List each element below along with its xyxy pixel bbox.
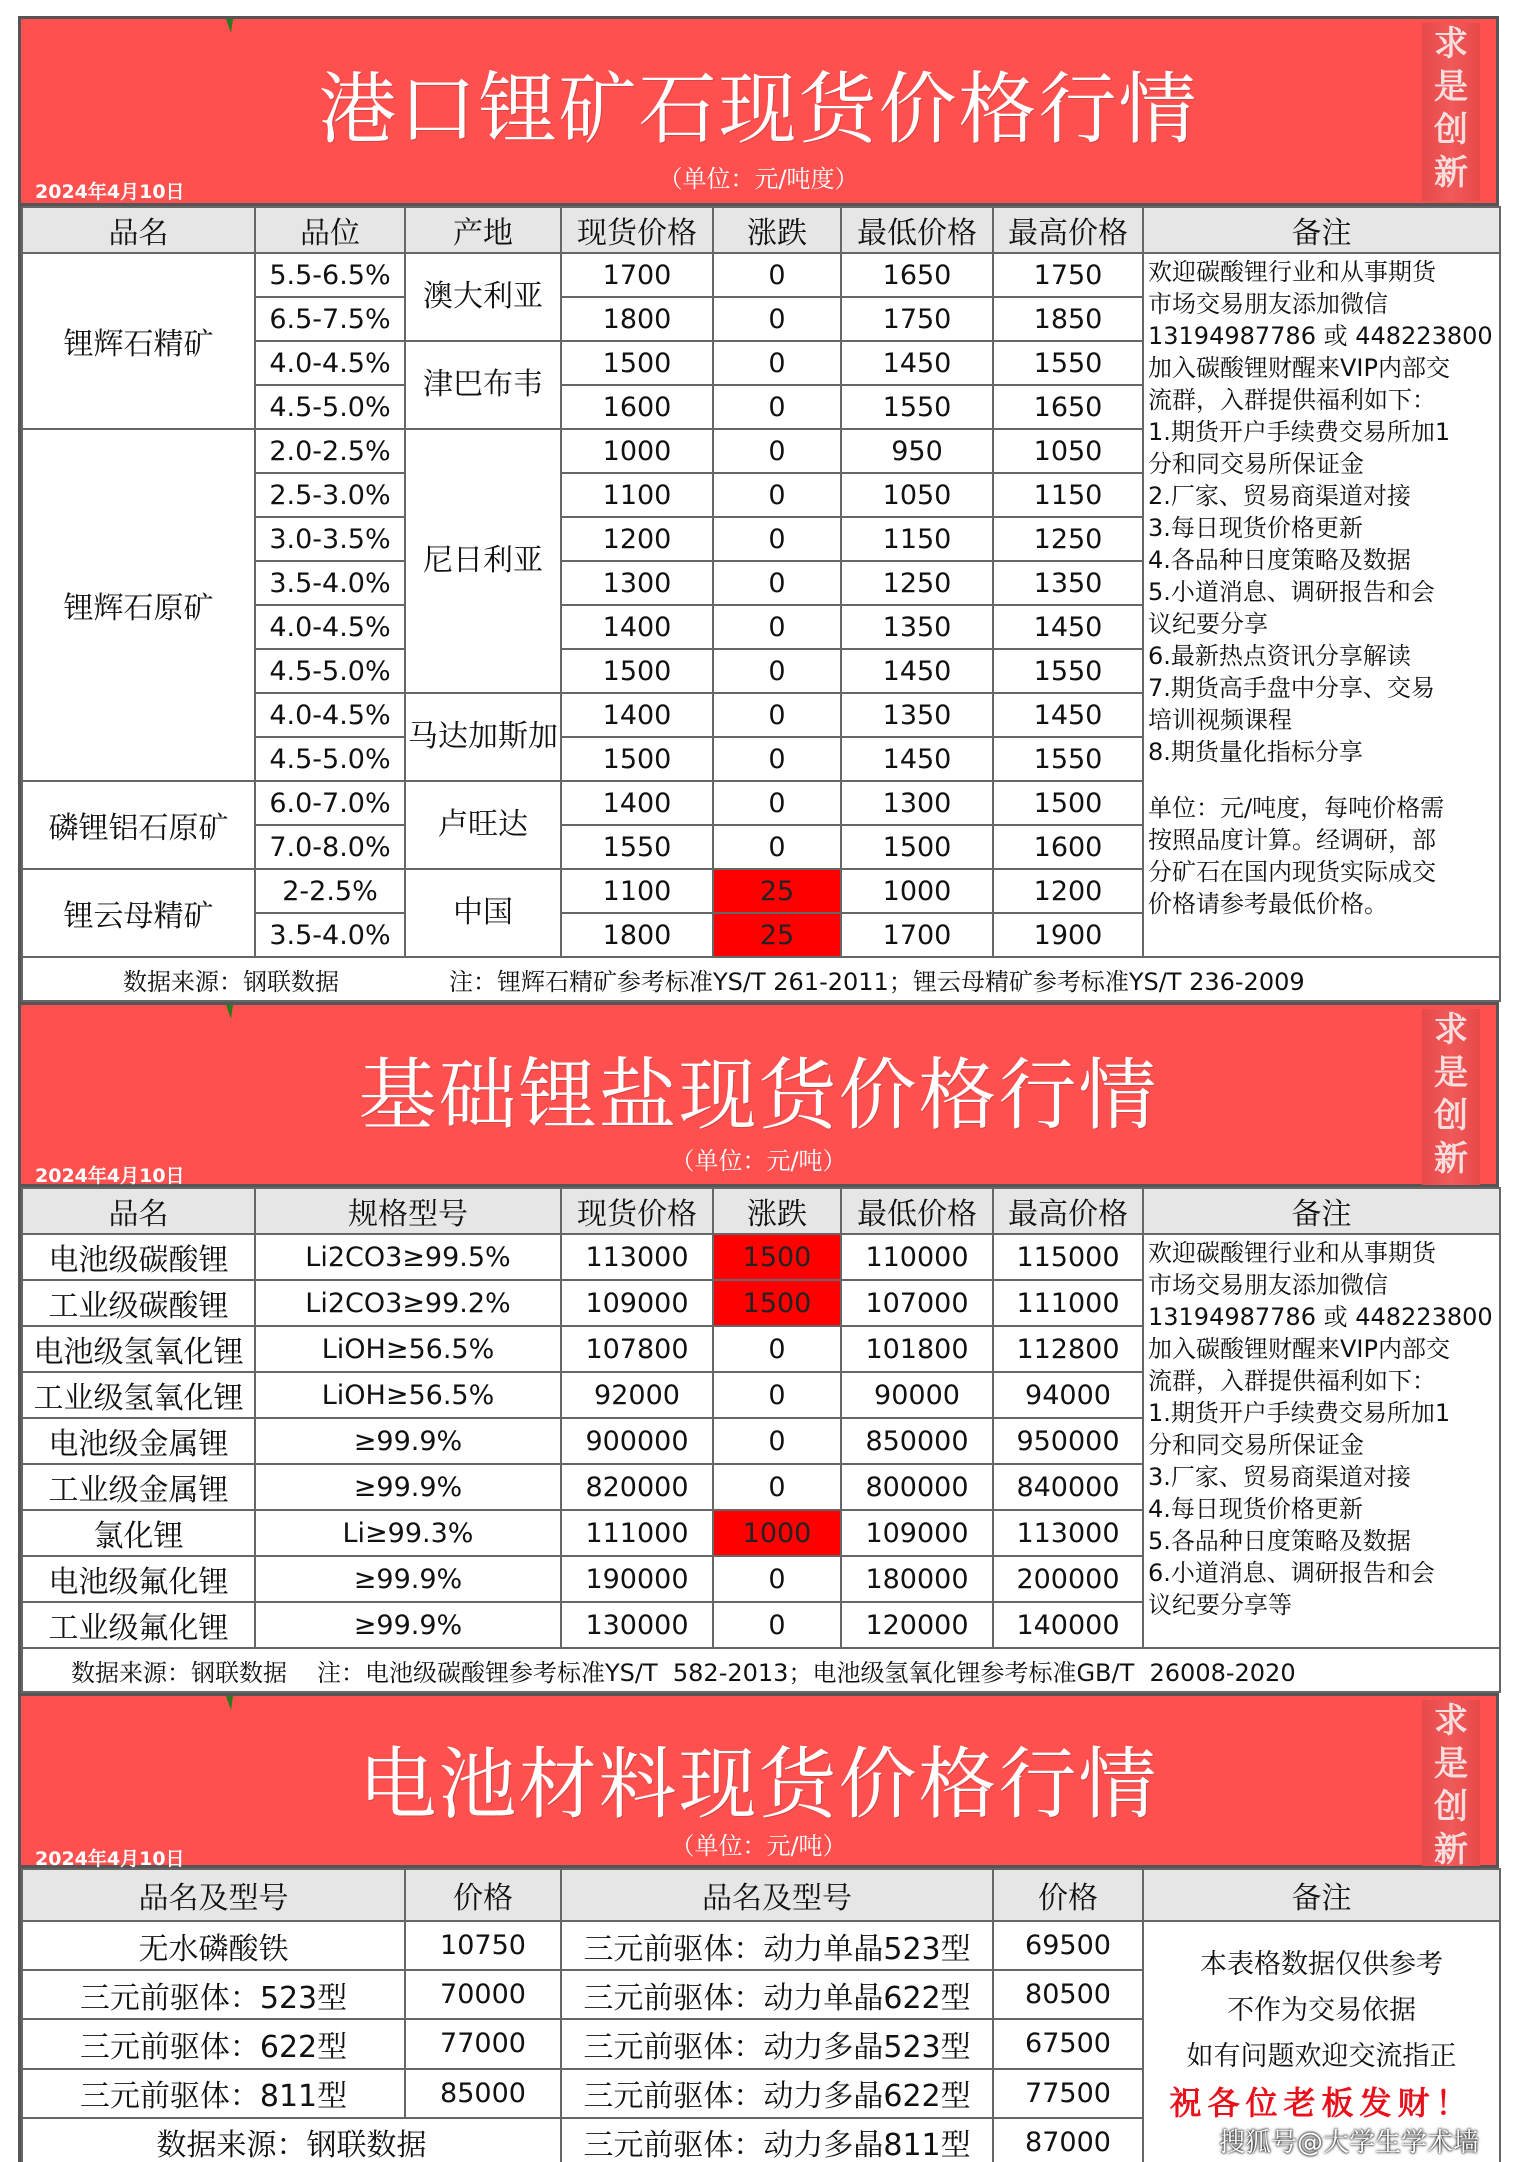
product-name: 工业级金属锂 [22,1464,255,1510]
price-change: 0 [713,737,841,781]
price-change: 25 [713,913,841,957]
spec: ≥99.9% [255,1602,561,1648]
section1-table [21,206,1501,1002]
grade: 2-2.5% [255,869,405,913]
origin: 卢旺达 [405,781,561,869]
product-name: 无水磷酸铁 [22,1921,405,1970]
product-name: 锂辉石精矿 [22,253,255,429]
high-price: 1350 [993,561,1143,605]
section2-table [21,1187,1501,1693]
remark-line: 议纪要分享 [1148,610,1268,638]
low-price: 1500 [841,825,993,869]
badge-char: 求 [1434,1010,1468,1050]
low-price: 180000 [841,1556,993,1602]
remark-line: 7.期货高手盘中分享、交易 [1148,674,1435,702]
remark-line: 3.厂家、贸易商渠道对接 [1148,1463,1411,1491]
section1-header-row [22,207,1500,253]
high-price: 1450 [993,605,1143,649]
price-change: 0 [713,649,841,693]
spot-price: 1300 [561,561,713,605]
section1-footer [22,957,1500,1001]
section1-unit: （单位：元/吨度） [658,165,859,193]
high-price: 840000 [993,1464,1143,1510]
spec: Li2CO3≥99.2% [255,1280,561,1326]
price-change: 0 [713,297,841,341]
col-header-low: 最低价格 [841,207,993,253]
remark-line: 6.最新热点资讯分享解读 [1148,642,1411,670]
remark-line: 如有问题欢迎交流指正 [1186,2041,1457,2072]
high-price: 113000 [993,1510,1143,1556]
low-price: 1150 [841,517,993,561]
high-price: 1550 [993,341,1143,385]
remark-line: 3.每日现货价格更新 [1148,514,1363,542]
low-price: 850000 [841,1418,993,1464]
remark-line: 13194987786 或 448223800 [1148,1303,1493,1331]
remark-line: 4.每日现货价格更新 [1148,1495,1363,1523]
low-price: 101800 [841,1326,993,1372]
remark-line: 流群，入群提供福利如下： [1148,1367,1436,1395]
col-header-price-right: 价格 [993,1869,1143,1921]
section1-title: 港口锂矿石现货价格行情 [318,65,1199,155]
product-name: 电池级氢氧化锂 [22,1326,255,1372]
badge-char: 求 [1434,24,1468,64]
col-header-high: 最高价格 [993,1188,1143,1234]
remark-line: 欢迎碳酸锂行业和从事期货 [1148,1239,1436,1267]
badge-char: 新 [1434,153,1468,193]
spot-price: 1400 [561,693,713,737]
grade: 3.5-4.0% [255,913,405,957]
section2-remarks [1143,1234,1500,1648]
table-row [22,1921,1500,1970]
badge-char: 求 [1434,1701,1468,1741]
grade: 6.5-7.5% [255,297,405,341]
spec: Li≥99.3% [255,1510,561,1556]
price-change: 0 [713,385,841,429]
price-change: 0 [713,561,841,605]
remark-line: 加入碳酸锂财醒来VIP内部交 [1148,1335,1450,1363]
product-name: 工业级碳酸锂 [22,1280,255,1326]
section1-remarks [1143,253,1500,957]
watermark: 搜狐号@大学生学术墙 [1218,2128,1479,2158]
spot-price: 111000 [561,1510,713,1556]
low-price: 120000 [841,1602,993,1648]
spot-price: 1400 [561,605,713,649]
unit-note-line: 价格请参考最低价格。 [1148,890,1388,918]
leaf-decoration-icon [226,1696,233,1710]
remark-line: 培训视频课程 [1148,706,1292,734]
section1-banner [21,19,1496,206]
low-price: 1350 [841,693,993,737]
high-price: 1750 [993,253,1143,297]
low-price: 1000 [841,869,993,913]
product-name: 三元前驱体：动力单晶622型 [561,1970,993,2019]
product-name: 三元前驱体：811型 [22,2069,405,2118]
remark-line: 分和同交易所保证金 [1148,450,1364,478]
price: 10750 [405,1921,561,1970]
spot-price: 190000 [561,1556,713,1602]
low-price: 1550 [841,385,993,429]
grade: 5.5-6.5% [255,253,405,297]
section2-unit: （单位：元/吨） [670,1147,847,1175]
high-price: 1550 [993,649,1143,693]
spot-price: 109000 [561,1280,713,1326]
price: 80500 [993,1970,1143,2019]
qiushi-chuangxin-badge [1422,1700,1480,1870]
price-sheet [18,16,1499,2162]
high-price: 1150 [993,473,1143,517]
badge-char: 是 [1434,1744,1468,1784]
leaf-decoration-icon [226,19,233,33]
product-name: 三元前驱体：动力多晶811型 [561,2118,993,2162]
col-header-remarks: 备注 [1143,1869,1500,1921]
low-price: 1450 [841,737,993,781]
spot-price: 820000 [561,1464,713,1510]
spot-price: 1550 [561,825,713,869]
product-name: 电池级金属锂 [22,1418,255,1464]
badge-char: 创 [1434,1096,1468,1136]
standard-note: 注：电池级碳酸锂参考标准YS/T 582-2013；电池级氢氧化锂参考标准GB/T 26008-2020 [317,1658,1296,1687]
col-header-product-left: 品名及型号 [22,1869,405,1921]
price: 77000 [405,2019,561,2068]
remark-line: 不作为交易依据 [1227,1995,1416,2026]
col-header-spot-price: 现货价格 [561,207,713,253]
price-change: 0 [713,1418,841,1464]
grade: 2.0-2.5% [255,429,405,473]
product-name: 三元前驱体：动力多晶622型 [561,2069,993,2118]
low-price: 110000 [841,1234,993,1280]
section2-date: 2024年4月10日 [35,1165,185,1187]
spot-price: 107800 [561,1326,713,1372]
high-price: 1650 [993,385,1143,429]
section2-header-row [22,1188,1500,1234]
price-change: 1000 [713,1510,841,1556]
grade: 6.0-7.0% [255,781,405,825]
section2-footer-row [22,1648,1500,1692]
product-name: 磷锂铝石原矿 [22,781,255,869]
spot-price: 1600 [561,385,713,429]
price-change: 0 [713,253,841,297]
product-name: 锂云母精矿 [22,869,255,957]
low-price: 1350 [841,605,993,649]
spot-price: 1800 [561,913,713,957]
product-name: 锂辉石原矿 [22,429,255,781]
badge-char: 是 [1434,67,1468,107]
price-change: 0 [713,1464,841,1510]
high-price: 115000 [993,1234,1143,1280]
price-change: 0 [713,605,841,649]
spec: LiOH≥56.5% [255,1326,561,1372]
grade: 7.0-8.0% [255,825,405,869]
grade: 4.5-5.0% [255,385,405,429]
remark-line: 本表格数据仅供参考 [1200,1949,1443,1980]
spot-price: 1500 [561,341,713,385]
low-price: 1450 [841,649,993,693]
spec: LiOH≥56.5% [255,1372,561,1418]
remark-line: 5.小道消息、调研报告和会 [1148,578,1435,606]
remark-line: 市场交易朋友添加微信 [1148,290,1388,318]
high-price: 112800 [993,1326,1143,1372]
unit-note-line: 按照品度计算。经调研，部 [1148,826,1436,854]
remark-line: 加入碳酸锂财醒来VIP内部交 [1148,354,1450,382]
spec: Li2CO3≥99.5% [255,1234,561,1280]
origin: 澳大利亚 [405,253,561,341]
low-price: 109000 [841,1510,993,1556]
remark-line: 欢迎碳酸锂行业和从事期货 [1148,258,1436,286]
qiushi-chuangxin-badge [1422,1009,1480,1185]
low-price: 1450 [841,341,993,385]
low-price: 107000 [841,1280,993,1326]
high-price: 1200 [993,869,1143,913]
product-name: 氯化锂 [22,1510,255,1556]
high-price: 1500 [993,781,1143,825]
high-price: 1050 [993,429,1143,473]
spot-price: 92000 [561,1372,713,1418]
grade: 4.5-5.0% [255,649,405,693]
price-change: 0 [713,1372,841,1418]
table-row [22,1234,1500,1280]
price-change: 1500 [713,1280,841,1326]
high-price: 950000 [993,1418,1143,1464]
price-change: 25 [713,869,841,913]
section3-header-row [22,1869,1500,1921]
data-source: 数据来源：钢联数据 [71,1658,287,1687]
remark-line: 议纪要分享等 [1148,1591,1292,1619]
remark-line: 5.各品种日度策略及数据 [1148,1527,1411,1555]
product-name: 三元前驱体：动力多晶523型 [561,2019,993,2068]
low-price: 1650 [841,253,993,297]
low-price: 1250 [841,561,993,605]
remark-line: 1.期货开户手续费交易所加1 [1148,1399,1451,1427]
section3-date: 2024年4月10日 [35,1848,185,1870]
col-header-price-left: 价格 [405,1869,561,1921]
product-name: 三元前驱体：523型 [22,1970,405,2019]
price-change: 0 [713,473,841,517]
high-price: 111000 [993,1280,1143,1326]
price-change: 0 [713,1556,841,1602]
spot-price: 113000 [561,1234,713,1280]
spot-price: 1000 [561,429,713,473]
price-change: 1500 [713,1234,841,1280]
spot-price: 1700 [561,253,713,297]
spec: ≥99.9% [255,1418,561,1464]
high-price: 200000 [993,1556,1143,1602]
price-change: 0 [713,693,841,737]
low-price: 1750 [841,297,993,341]
spec: ≥99.9% [255,1464,561,1510]
col-header-change: 涨跌 [713,1188,841,1234]
remark-line: 8.期货量化指标分享 [1148,738,1363,766]
col-header-remarks: 备注 [1143,207,1500,253]
badge-char: 创 [1434,110,1468,150]
price-change: 0 [713,1602,841,1648]
grade: 3.0-3.5% [255,517,405,561]
price-change: 0 [713,341,841,385]
section2-footer [22,1648,1500,1692]
col-header-grade: 品位 [255,207,405,253]
col-header-spec: 规格型号 [255,1188,561,1234]
remark-line: 1.期货开户手续费交易所加1 [1148,418,1451,446]
table-row [22,253,1500,297]
spot-price: 1200 [561,517,713,561]
origin: 津巴布韦 [405,341,561,429]
high-price: 1250 [993,517,1143,561]
remark-line: 4.各品种日度策略及数据 [1148,546,1411,574]
section1-footer-row [22,957,1500,1001]
price: 69500 [993,1921,1143,1970]
product-name: 三元前驱体：622型 [22,2019,405,2068]
remark-line: 分和同交易所保证金 [1148,1431,1364,1459]
remark-line: 市场交易朋友添加微信 [1148,1271,1388,1299]
spot-price: 1800 [561,297,713,341]
price-change: 0 [713,781,841,825]
section3-remarks [1143,1921,1500,2162]
badge-char: 新 [1434,1139,1468,1179]
section3-table [21,1868,1501,2162]
spacer [1148,768,1495,792]
col-header-high: 最高价格 [993,207,1143,253]
col-header-low: 最低价格 [841,1188,993,1234]
product-name: 三元前驱体：动力单晶523型 [561,1921,993,1970]
low-price: 1050 [841,473,993,517]
price: 67500 [993,2019,1143,2068]
price-change: 0 [713,429,841,473]
col-header-change: 涨跌 [713,207,841,253]
grade: 4.0-4.5% [255,693,405,737]
high-price: 140000 [993,1602,1143,1648]
remark-line: 2.厂家、贸易商渠道对接 [1148,482,1411,510]
product-name: 工业级氟化锂 [22,1602,255,1648]
col-header-origin: 产地 [405,207,561,253]
product-name: 电池级氟化锂 [22,1556,255,1602]
spot-price: 1400 [561,781,713,825]
grade: 4.5-5.0% [255,737,405,781]
low-price: 1700 [841,913,993,957]
badge-char: 创 [1434,1787,1468,1827]
grade: 4.0-4.5% [255,605,405,649]
price: 85000 [405,2069,561,2118]
col-header-product-right: 品名及型号 [561,1869,993,1921]
qiushi-chuangxin-badge [1422,23,1480,201]
price-change: 0 [713,825,841,869]
price: 77500 [993,2069,1143,2118]
remark-line: 6.小道消息、调研报告和会 [1148,1559,1435,1587]
data-source: 数据来源：钢联数据 [123,967,339,996]
grade: 2.5-3.0% [255,473,405,517]
section2-banner [21,1002,1496,1187]
origin: 尼日利亚 [405,429,561,693]
remark-line: 流群，入群提供福利如下： [1148,386,1436,414]
high-price: 1450 [993,693,1143,737]
spot-price: 1500 [561,649,713,693]
price-change: 0 [713,1326,841,1372]
section1-date: 2024年4月10日 [35,181,185,203]
low-price: 90000 [841,1372,993,1418]
col-header-name: 品名 [22,1188,255,1234]
origin: 中国 [405,869,561,957]
wish-text: 祝各位老板发财！ [1169,2084,1474,2122]
low-price: 950 [841,429,993,473]
price: 70000 [405,1970,561,2019]
low-price: 1300 [841,781,993,825]
standard-note: 注：锂辉石精矿参考标准YS/T 261-2011；锂云母精矿参考标准YS/T 236-2009 [449,967,1305,996]
badge-char: 新 [1434,1830,1468,1870]
col-header-name: 品名 [22,207,255,253]
low-price: 800000 [841,1464,993,1510]
high-price: 1550 [993,737,1143,781]
spot-price: 1100 [561,869,713,913]
grade: 4.0-4.5% [255,341,405,385]
section2-title: 基础锂盐现货价格行情 [358,1051,1159,1141]
remark-line: 13194987786 或 448223800 [1148,322,1493,350]
high-price: 94000 [993,1372,1143,1418]
high-price: 1900 [993,913,1143,957]
section3-unit: （单位：元/吨） [670,1832,847,1860]
spot-price: 130000 [561,1602,713,1648]
unit-note-line: 单位：元/吨度，每吨价格需 [1148,794,1445,822]
data-source: 数据来源：钢联数据 [22,2118,561,2162]
spot-price: 1500 [561,737,713,781]
grade: 3.5-4.0% [255,561,405,605]
high-price: 1850 [993,297,1143,341]
origin: 马达加斯加 [405,693,561,781]
spec: ≥99.9% [255,1556,561,1602]
spot-price: 900000 [561,1418,713,1464]
col-header-remarks: 备注 [1143,1188,1500,1234]
section3-banner [21,1693,1496,1868]
spot-price: 1100 [561,473,713,517]
unit-note-line: 分矿石在国内现货实际成交 [1148,858,1436,886]
price: 87000 [993,2118,1143,2162]
high-price: 1600 [993,825,1143,869]
section3-title: 电池材料现货价格行情 [358,1740,1159,1830]
col-header-spot-price: 现货价格 [561,1188,713,1234]
badge-char: 是 [1434,1053,1468,1093]
leaf-decoration-icon [226,1005,233,1019]
product-name: 电池级碳酸锂 [22,1234,255,1280]
price-change: 0 [713,517,841,561]
product-name: 工业级氢氧化锂 [22,1372,255,1418]
